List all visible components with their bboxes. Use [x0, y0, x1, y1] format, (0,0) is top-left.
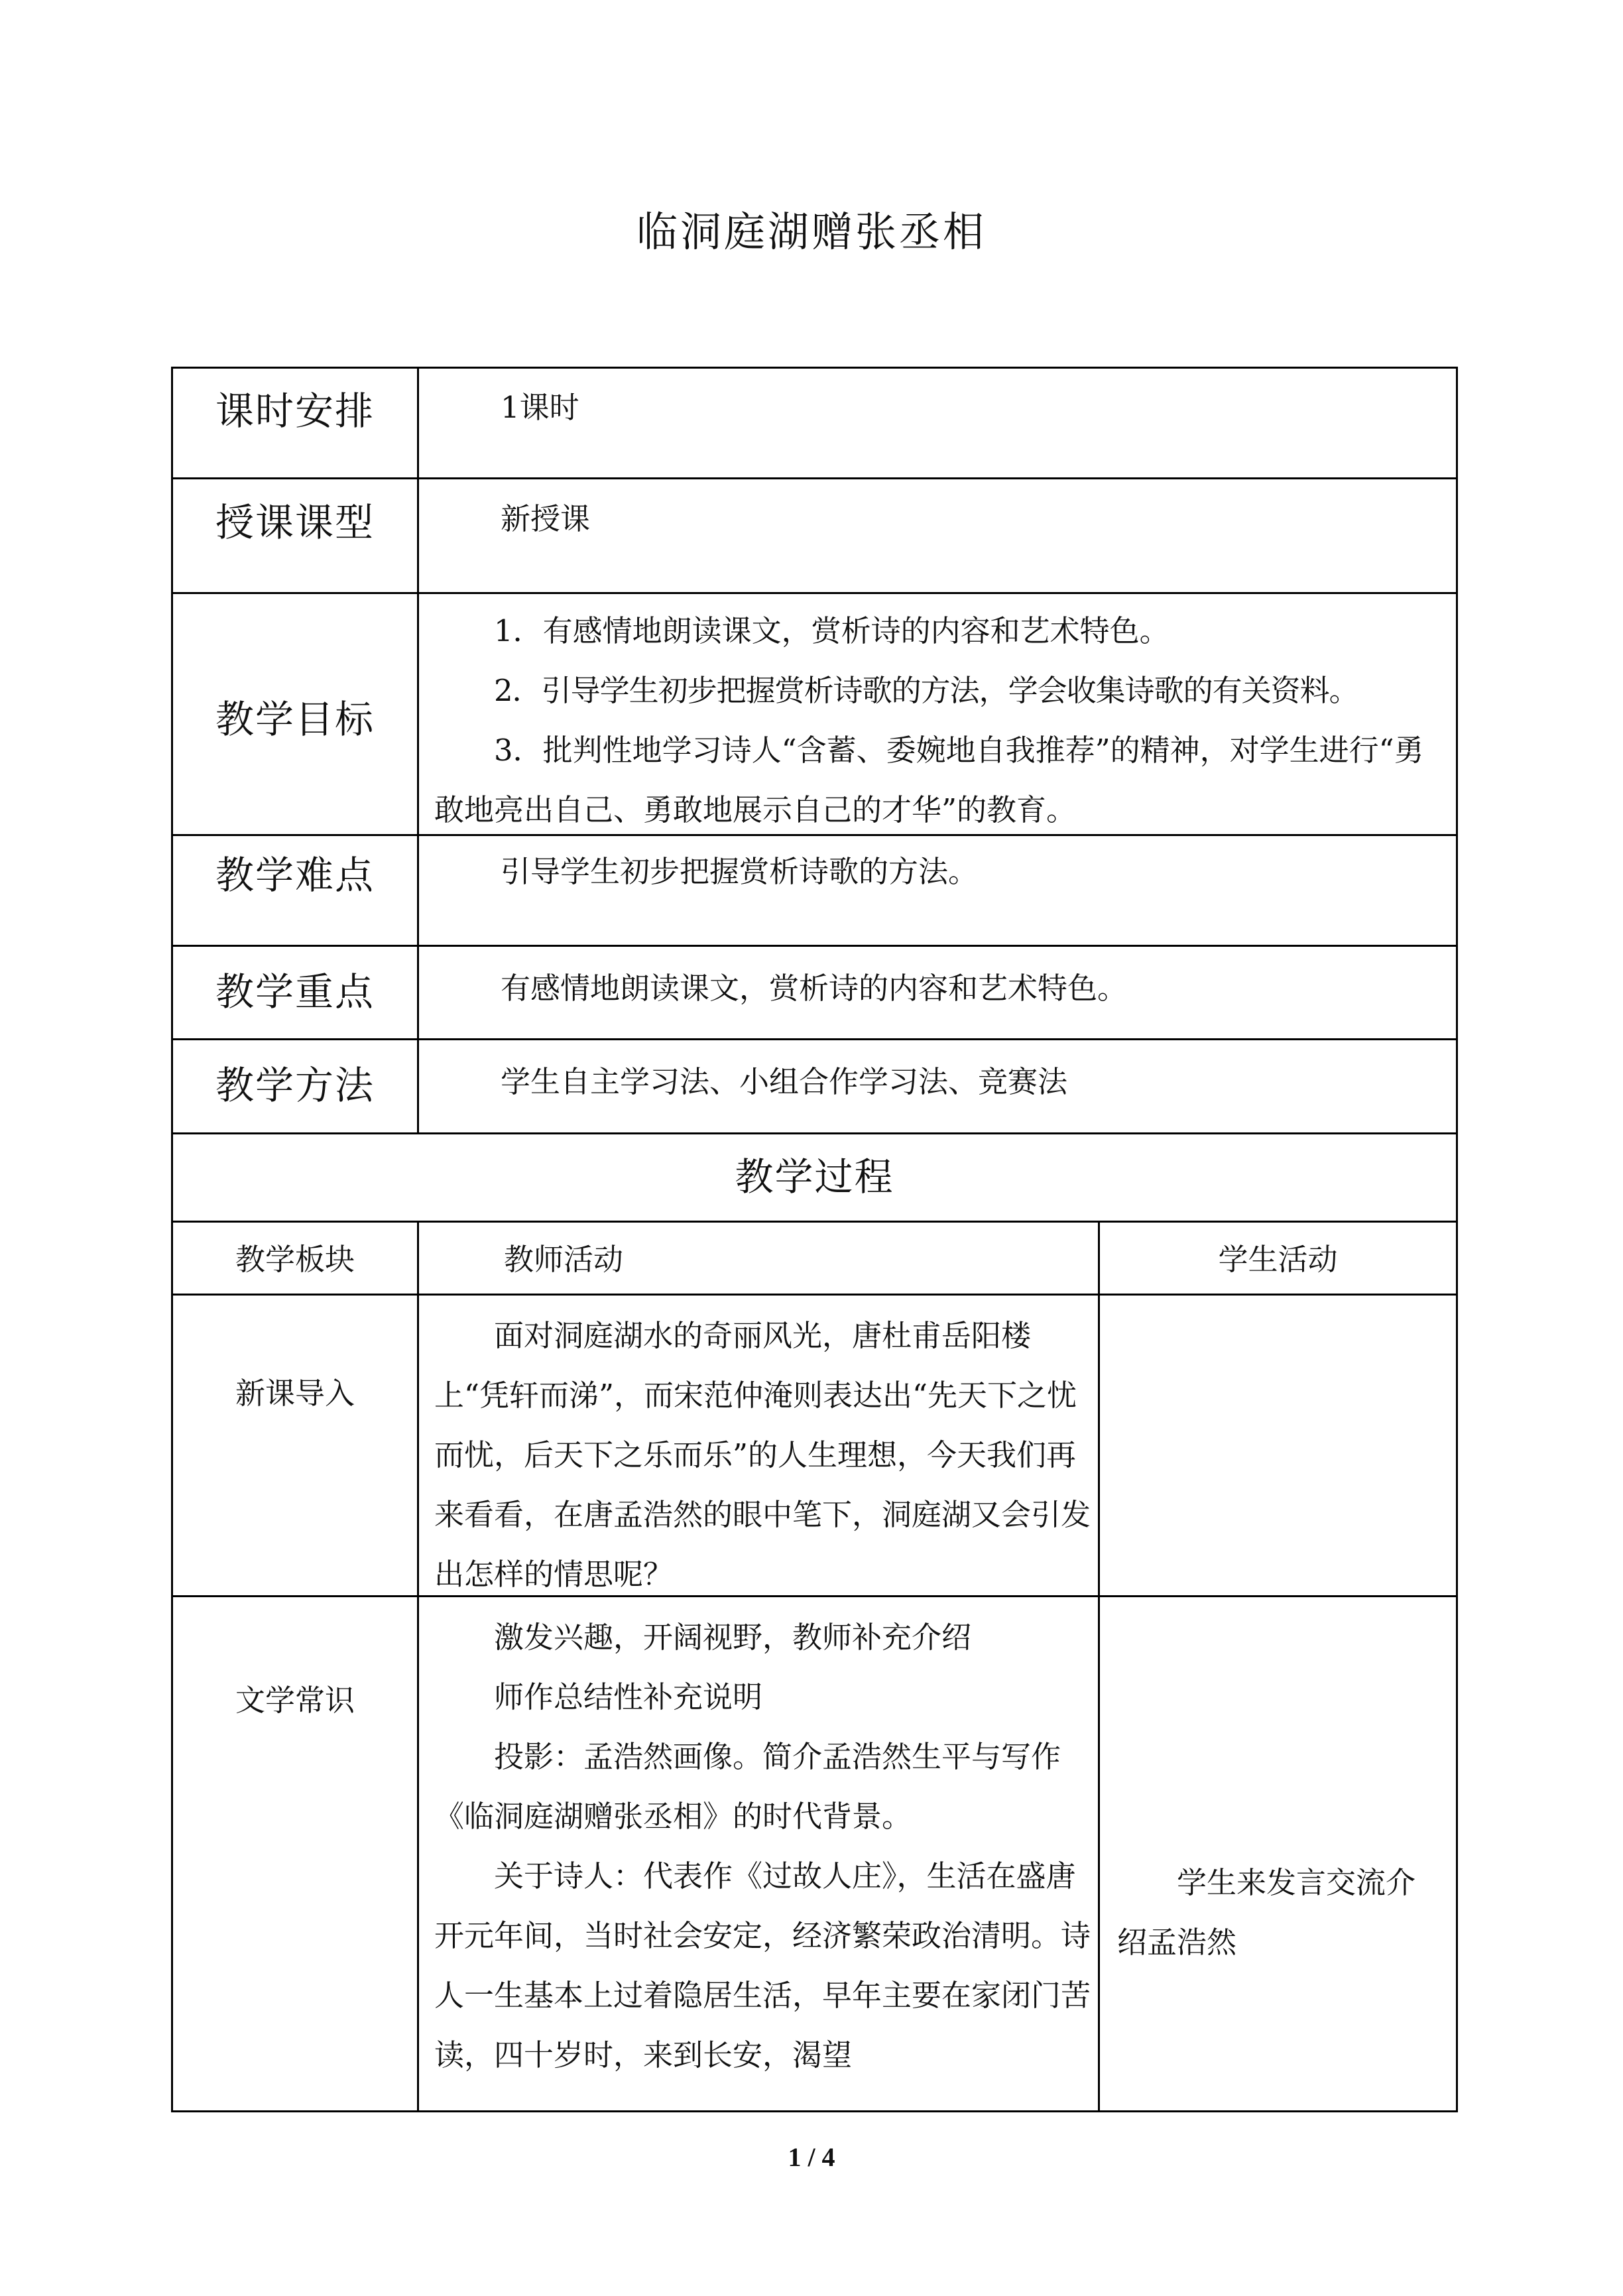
- header-student: 学生活动: [1218, 1242, 1338, 1277]
- teacher-activity: [434, 1608, 1091, 2085]
- info-label: 教学目标: [215, 697, 375, 742]
- header-section: 教学板块: [235, 1242, 355, 1277]
- section-label: 新课导入: [235, 1376, 355, 1411]
- row-border: [171, 1132, 1458, 1134]
- teacher-paragraph: 激发兴趣，开阔视野，教师补充介绍: [494, 1620, 972, 1655]
- row-border: [171, 477, 1458, 479]
- process-title: 教学过程: [735, 1154, 894, 1199]
- info-label: 教学方法: [215, 1063, 375, 1108]
- page-title: 临洞庭湖赠张丞相: [636, 208, 987, 256]
- row-border: [171, 2110, 1458, 2112]
- teacher-activity: [434, 1306, 1091, 1604]
- section-label: 文学常识: [235, 1683, 355, 1718]
- info-value: 新授课: [501, 501, 591, 536]
- info-label: 教学难点: [215, 853, 375, 898]
- objective-line: 1．有感情地朗读课文，赏析诗的内容和艺术特色。: [494, 613, 1170, 648]
- row-border: [171, 367, 1458, 369]
- teacher-paragraph: 关于诗人：代表作《过故人庄》，生活在盛唐开元年间，当时社会安定，经济繁荣政治清明。诗人一生基本上过着隐居生活，早年主要在家闭门苦读，四十岁时，来到长安，渴望: [434, 1858, 1091, 2073]
- info-value: 1课时: [501, 390, 579, 425]
- objectives-text: [434, 601, 1449, 840]
- table-border-right: [1456, 367, 1458, 2112]
- row-border: [171, 1038, 1458, 1040]
- header-teacher: 教师活动: [504, 1242, 624, 1277]
- row-border: [171, 592, 1458, 594]
- student-activity: 学生来发言交流介绍孟浩然: [1117, 1865, 1416, 1960]
- student-column-divider: [1098, 1221, 1100, 2112]
- info-value: 学生自主学习法、小组合作学习法、竞赛法: [501, 1064, 1068, 1099]
- section-column-divider: [417, 1221, 419, 2112]
- info-label: 教学重点: [215, 969, 375, 1014]
- info-label: 课时安排: [215, 389, 375, 434]
- label-column-divider: [417, 367, 419, 1134]
- row-border: [171, 1221, 1458, 1223]
- row-border: [171, 1294, 1458, 1296]
- objective-line: 2．引导学生初步把握赏析诗歌的方法，学会收集诗歌的有关资料。: [494, 673, 1358, 708]
- teacher-paragraph: 面对洞庭湖水的奇丽风光，唐杜甫岳阳楼上“凭轩而涕”，而宋范仲淹则表达出“先天下之忧而忧，后天下之乐而乐”的人生理想，今天我们再来看看，在唐孟浩然的眼中笔下，洞庭湖又会引发出怎样的情思呢？: [434, 1318, 1091, 1592]
- row-border: [171, 945, 1458, 947]
- teacher-paragraph: 投影：孟浩然画像。简介孟浩然生平与写作《临洞庭湖赠张丞相》的时代背景。: [434, 1739, 1061, 1834]
- info-label: 授课课型: [215, 500, 375, 545]
- teacher-paragraph: 师作总结性补充说明: [494, 1679, 763, 1715]
- objective-line: 3．批判性地学习诗人“含蓄、委婉地自我推荐”的精神，对学生进行“勇敢地亮出自己、勇敢地展示自己的才华”的教育。: [434, 733, 1424, 827]
- info-value: 引导学生初步把握赏析诗歌的方法。: [501, 854, 979, 889]
- info-value: 有感情地朗读课文，赏析诗的内容和艺术特色。: [501, 971, 1128, 1006]
- page-number: 1 / 4: [788, 2142, 835, 2172]
